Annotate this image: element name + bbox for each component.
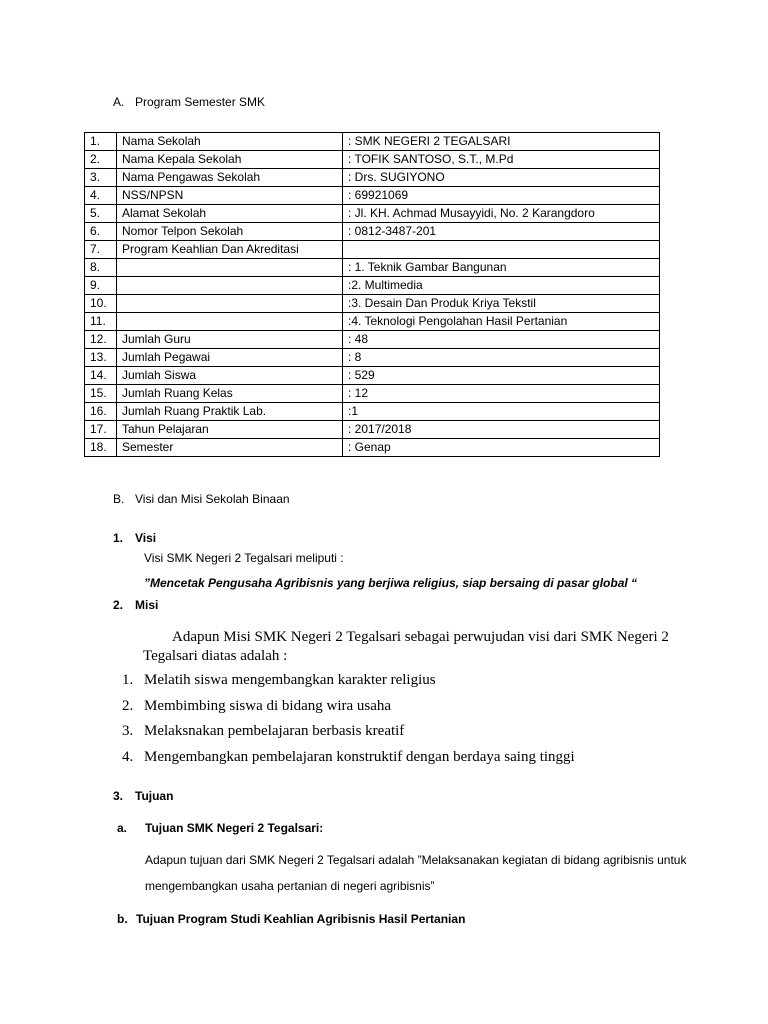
misi-list-item: [122, 748, 575, 774]
row-value-cell: : 12: [343, 385, 660, 403]
row-number-cell: 5.: [85, 205, 117, 223]
row-number-cell: 15.: [85, 385, 117, 403]
row-number-cell: 8.: [85, 259, 117, 277]
row-value-cell: : TOFIK SANTOSO, S.T., M.Pd: [343, 151, 660, 169]
row-value-cell: : 2017/2018: [343, 421, 660, 439]
row-number-cell: 4.: [85, 187, 117, 205]
misi-item-number: 3.: [122, 723, 134, 739]
section-a-letter: A.: [113, 95, 125, 109]
row-label-cell: Jumlah Guru: [117, 331, 343, 349]
row-label-cell: Nama Pengawas Sekolah: [117, 169, 343, 187]
misi-number: 2.: [113, 598, 124, 612]
row-value-cell: : 1. Teknik Gambar Bangunan: [343, 259, 660, 277]
row-number-cell: 2.: [85, 151, 117, 169]
table-row: [85, 205, 660, 223]
visi-number: 1.: [113, 531, 124, 545]
row-value-cell: : 529: [343, 367, 660, 385]
row-number-cell: 16.: [85, 403, 117, 421]
table-row: [85, 187, 660, 205]
row-label-cell: Alamat Sekolah: [117, 205, 343, 223]
section-b-heading: [113, 492, 290, 506]
tujuan-heading: [113, 789, 173, 803]
table-row: [85, 403, 660, 421]
misi-item-number: 2.: [122, 697, 134, 714]
misi-list-item: [122, 671, 575, 697]
row-value-cell: : Drs. SUGIYONO: [343, 169, 660, 187]
row-number-cell: 18.: [85, 439, 117, 457]
misi-item-text: Mengembangkan pembelajaran konstruktif dengan berdaya saing tinggi: [144, 748, 575, 765]
row-label-cell: Jumlah Pegawai: [117, 349, 343, 367]
section-b-title: Visi dan Misi Sekolah Binaan: [135, 492, 290, 506]
row-number-cell: 14.: [85, 367, 117, 385]
table-row: [85, 349, 660, 367]
misi-item-text: Melaksnakan pembelajaran berbasis kreatif: [144, 723, 405, 739]
row-value-cell: :2. Multimedia: [343, 277, 660, 295]
misi-list-item: [122, 697, 575, 723]
tujuan-heading-text: Tujuan: [135, 789, 174, 803]
misi-intro-paragraph: Adapun Misi SMK Negeri 2 Tegalsari sebagai perwujudan visi dari SMK Negeri 2 Tegalsari diatas adalah :: [143, 629, 669, 664]
section-b-letter: B.: [113, 492, 125, 506]
row-label-cell: [117, 313, 343, 331]
table-row: [85, 133, 660, 151]
row-label-cell: [117, 277, 343, 295]
row-label-cell: Semester: [117, 439, 343, 457]
tujuan-a-heading: [117, 821, 323, 835]
row-label-cell: Nama Kepala Sekolah: [117, 151, 343, 169]
row-value-cell: :3. Desain Dan Produk Kriya Tekstil: [343, 295, 660, 313]
misi-heading: [113, 598, 158, 612]
row-value-cell: : Jl. KH. Achmad Musayyidi, No. 2 Karangdoro: [343, 205, 660, 223]
row-number-cell: 9.: [85, 277, 117, 295]
row-value-cell: : 48: [343, 331, 660, 349]
row-value-cell: : SMK NEGERI 2 TEGALSARI: [343, 133, 660, 151]
table-row: [85, 385, 660, 403]
misi-list-item: [122, 722, 575, 748]
row-label-cell: Tahun Pelajaran: [117, 421, 343, 439]
row-label-cell: [117, 295, 343, 313]
row-value-cell: :1: [343, 403, 660, 421]
tujuan-b-heading: [117, 912, 465, 926]
school-profile-table: [84, 132, 660, 457]
tujuan-a-letter: a.: [117, 821, 128, 835]
row-number-cell: 10.: [85, 295, 117, 313]
table-row: [85, 277, 660, 295]
row-number-cell: 1.: [85, 133, 117, 151]
table-row: [85, 367, 660, 385]
tujuan-number: 3.: [113, 789, 124, 803]
table-row: [85, 241, 660, 259]
row-number-cell: 13.: [85, 349, 117, 367]
misi-item-number: 4.: [122, 748, 134, 765]
row-value-cell: :4. Teknologi Pengolahan Hasil Pertanian: [343, 313, 660, 331]
row-label-cell: [117, 259, 343, 277]
section-a-heading: [113, 95, 265, 109]
tujuan-b-letter: b.: [117, 912, 128, 926]
row-number-cell: 11.: [85, 313, 117, 331]
misi-item-number: 1.: [122, 672, 134, 688]
row-number-cell: 12.: [85, 331, 117, 349]
table-row: [85, 295, 660, 313]
row-label-cell: Nomor Telpon Sekolah: [117, 223, 343, 241]
row-number-cell: 7.: [85, 241, 117, 259]
row-label-cell: Jumlah Ruang Kelas: [117, 385, 343, 403]
visi-heading: [113, 531, 156, 545]
table-row: [85, 421, 660, 439]
table-row: [85, 259, 660, 277]
tujuan-a-heading-text: Tujuan SMK Negeri 2 Tegalsari:: [145, 821, 324, 835]
table-row: [85, 313, 660, 331]
row-number-cell: 6.: [85, 223, 117, 241]
visi-heading-text: Visi: [135, 531, 157, 545]
row-number-cell: 3.: [85, 169, 117, 187]
row-value-cell: : 69921069: [343, 187, 660, 205]
row-value-cell: : 0812-3487-201: [343, 223, 660, 241]
row-value-cell: [343, 241, 660, 259]
misi-heading-text: Misi: [135, 598, 159, 612]
row-label-cell: NSS/NPSN: [117, 187, 343, 205]
row-label-cell: Program Keahlian Dan Akreditasi: [117, 241, 343, 259]
visi-intro: Visi SMK Negeri 2 Tegalsari meliputi :: [144, 551, 344, 565]
row-number-cell: 17.: [85, 421, 117, 439]
misi-item-text: Melatih siswa mengembangkan karakter religius: [144, 672, 436, 688]
table-row: [85, 223, 660, 241]
tujuan-a-paragraph: Adapun tujuan dari SMK Negeri 2 Tegalsari adalah ”Melaksanakan kegiatan di bidang agribisnis untuk mengembangkan usaha pertanian di negeri agribisnis”: [145, 853, 687, 893]
table-row: [85, 439, 660, 457]
row-label-cell: Nama Sekolah: [117, 133, 343, 151]
table-row: [85, 169, 660, 187]
misi-item-text: Membimbing siswa di bidang wira usaha: [144, 697, 392, 714]
table-row: [85, 331, 660, 349]
row-label-cell: Jumlah Siswa: [117, 367, 343, 385]
table-row: [85, 151, 660, 169]
tujuan-b-heading-text: Tujuan Program Studi Keahlian Agribisnis Hasil Pertanian: [136, 912, 466, 926]
row-label-cell: Jumlah Ruang Praktik Lab.: [117, 403, 343, 421]
misi-list: [122, 671, 575, 773]
school-profile-table-body: [85, 133, 660, 457]
section-a-title: Program Semester SMK: [135, 95, 266, 109]
row-value-cell: : 8: [343, 349, 660, 367]
visi-statement: ”Mencetak Pengusaha Agribisnis yang berjiwa religius, siap bersaing di pasar global “: [144, 576, 638, 590]
row-value-cell: : Genap: [343, 439, 660, 457]
